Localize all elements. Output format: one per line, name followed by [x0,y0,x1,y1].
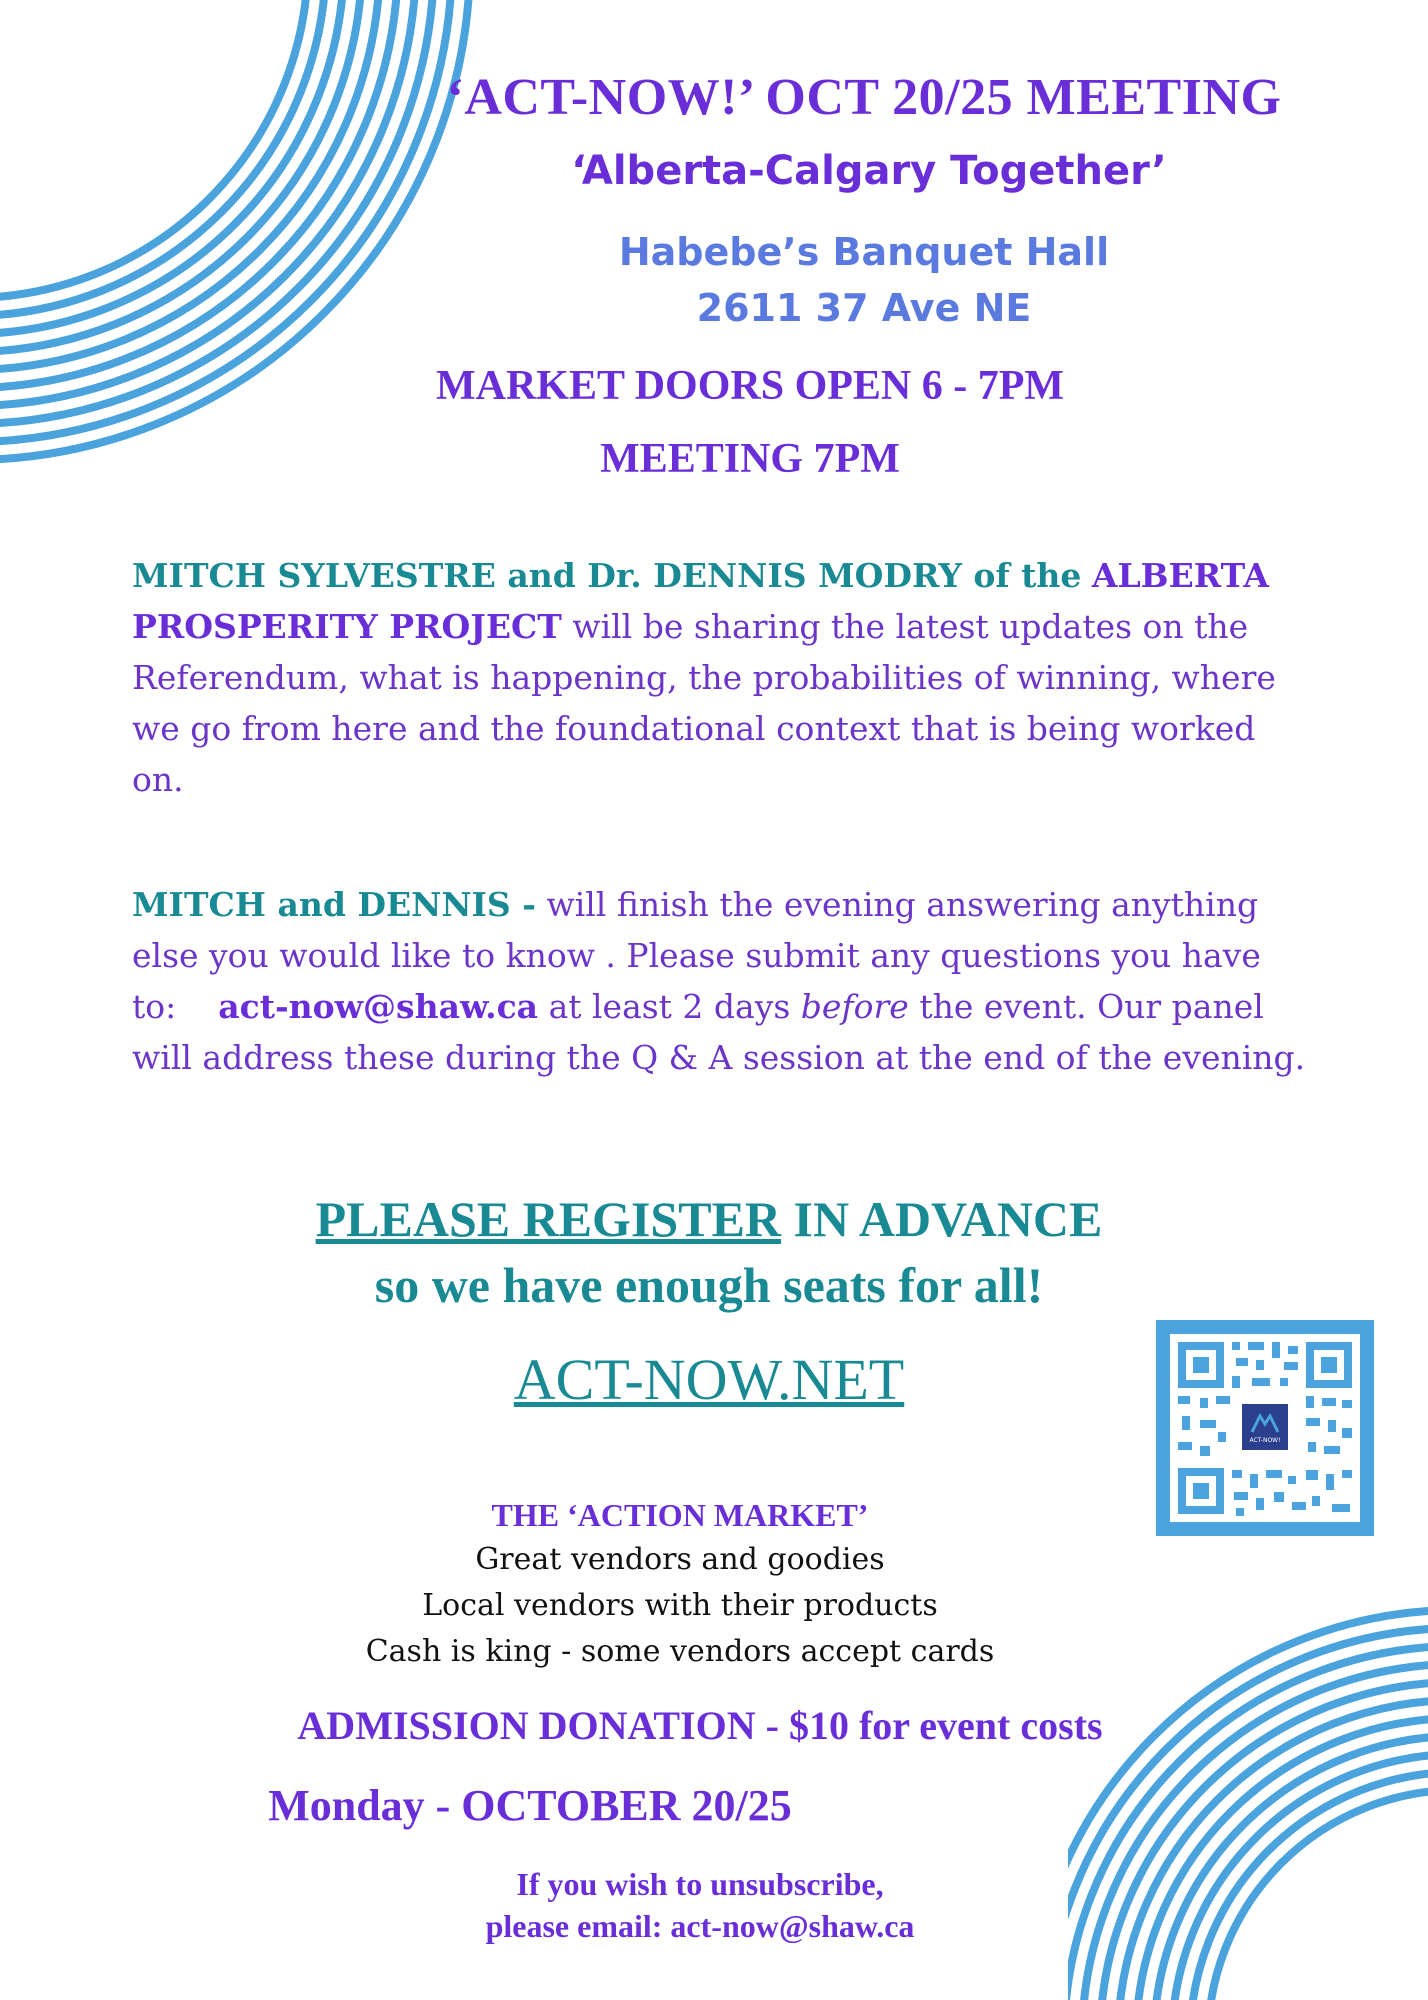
event-subtitle: ‘Alberta-Calgary Together’ [571,148,1167,194]
organization-name: ALBERTA PROSPERITY PROJECT [132,556,1269,646]
unsubscribe-line-1: If you wish to unsubscribe, [516,1866,884,1902]
register-link[interactable]: PLEASE REGISTER [315,1191,782,1247]
speaker-names: MITCH SYLVESTRE and Dr. DENNIS MODRY of the [132,556,1082,595]
qr-logo-text: ACT-NOW! [1249,1437,1281,1444]
market-line-3: Cash is king - some vendors accept cards [365,1634,995,1669]
website-link[interactable]: ACT-NOW.NET [513,1347,905,1412]
market-line-2: Local vendors with their products [422,1588,938,1623]
register-subheading: so we have enough seats for all! [374,1257,1044,1313]
register-heading [0,1190,1418,1248]
speakers-paragraph [132,550,1312,805]
contact-email-link[interactable]: act-now@shaw.ca [218,987,539,1026]
event-title: ‘ACT-NOW!’ OCT 20/25 MEETING [446,69,1282,126]
market-line-1: Great vendors and goodies [475,1542,885,1577]
market-heading: THE ‘ACTION MARKET’ [491,1497,869,1533]
qa-text-a: will finish the evening answering anything else you would like to know . Please submit any questions you have to: [132,885,1261,1026]
venue-name: Habebe’s Banquet Hall [618,230,1110,274]
register-advance: IN ADVANCE [793,1191,1103,1247]
venue-address: 2611 37 Ave NE [696,286,1032,330]
qa-paragraph [132,879,1312,1083]
meeting-time: MEETING 7PM [600,436,900,482]
doors-open-time: MARKET DOORS OPEN 6 - 7PM [435,363,1065,409]
qa-speaker-names: MITCH and DENNIS - [132,885,536,924]
paragraph-text: will be sharing the latest updates on the Referendum, what is happening, the probabilities of winning, where we go from here and the foundational context that is being worked on. [132,607,1276,799]
qa-italic-word: before [800,987,909,1026]
qa-text-c: the event. Our panel will address these during the Q & A session at the end of the evening. [132,987,1306,1077]
unsubscribe-line-2[interactable]: please email: act-now@shaw.ca [485,1908,915,1944]
admission-donation: ADMISSION DONATION - $10 for event costs [297,1703,1103,1748]
event-date: Monday - OCTOBER 20/25 [268,1781,792,1830]
qa-text-b: at least 2 days [548,987,791,1026]
